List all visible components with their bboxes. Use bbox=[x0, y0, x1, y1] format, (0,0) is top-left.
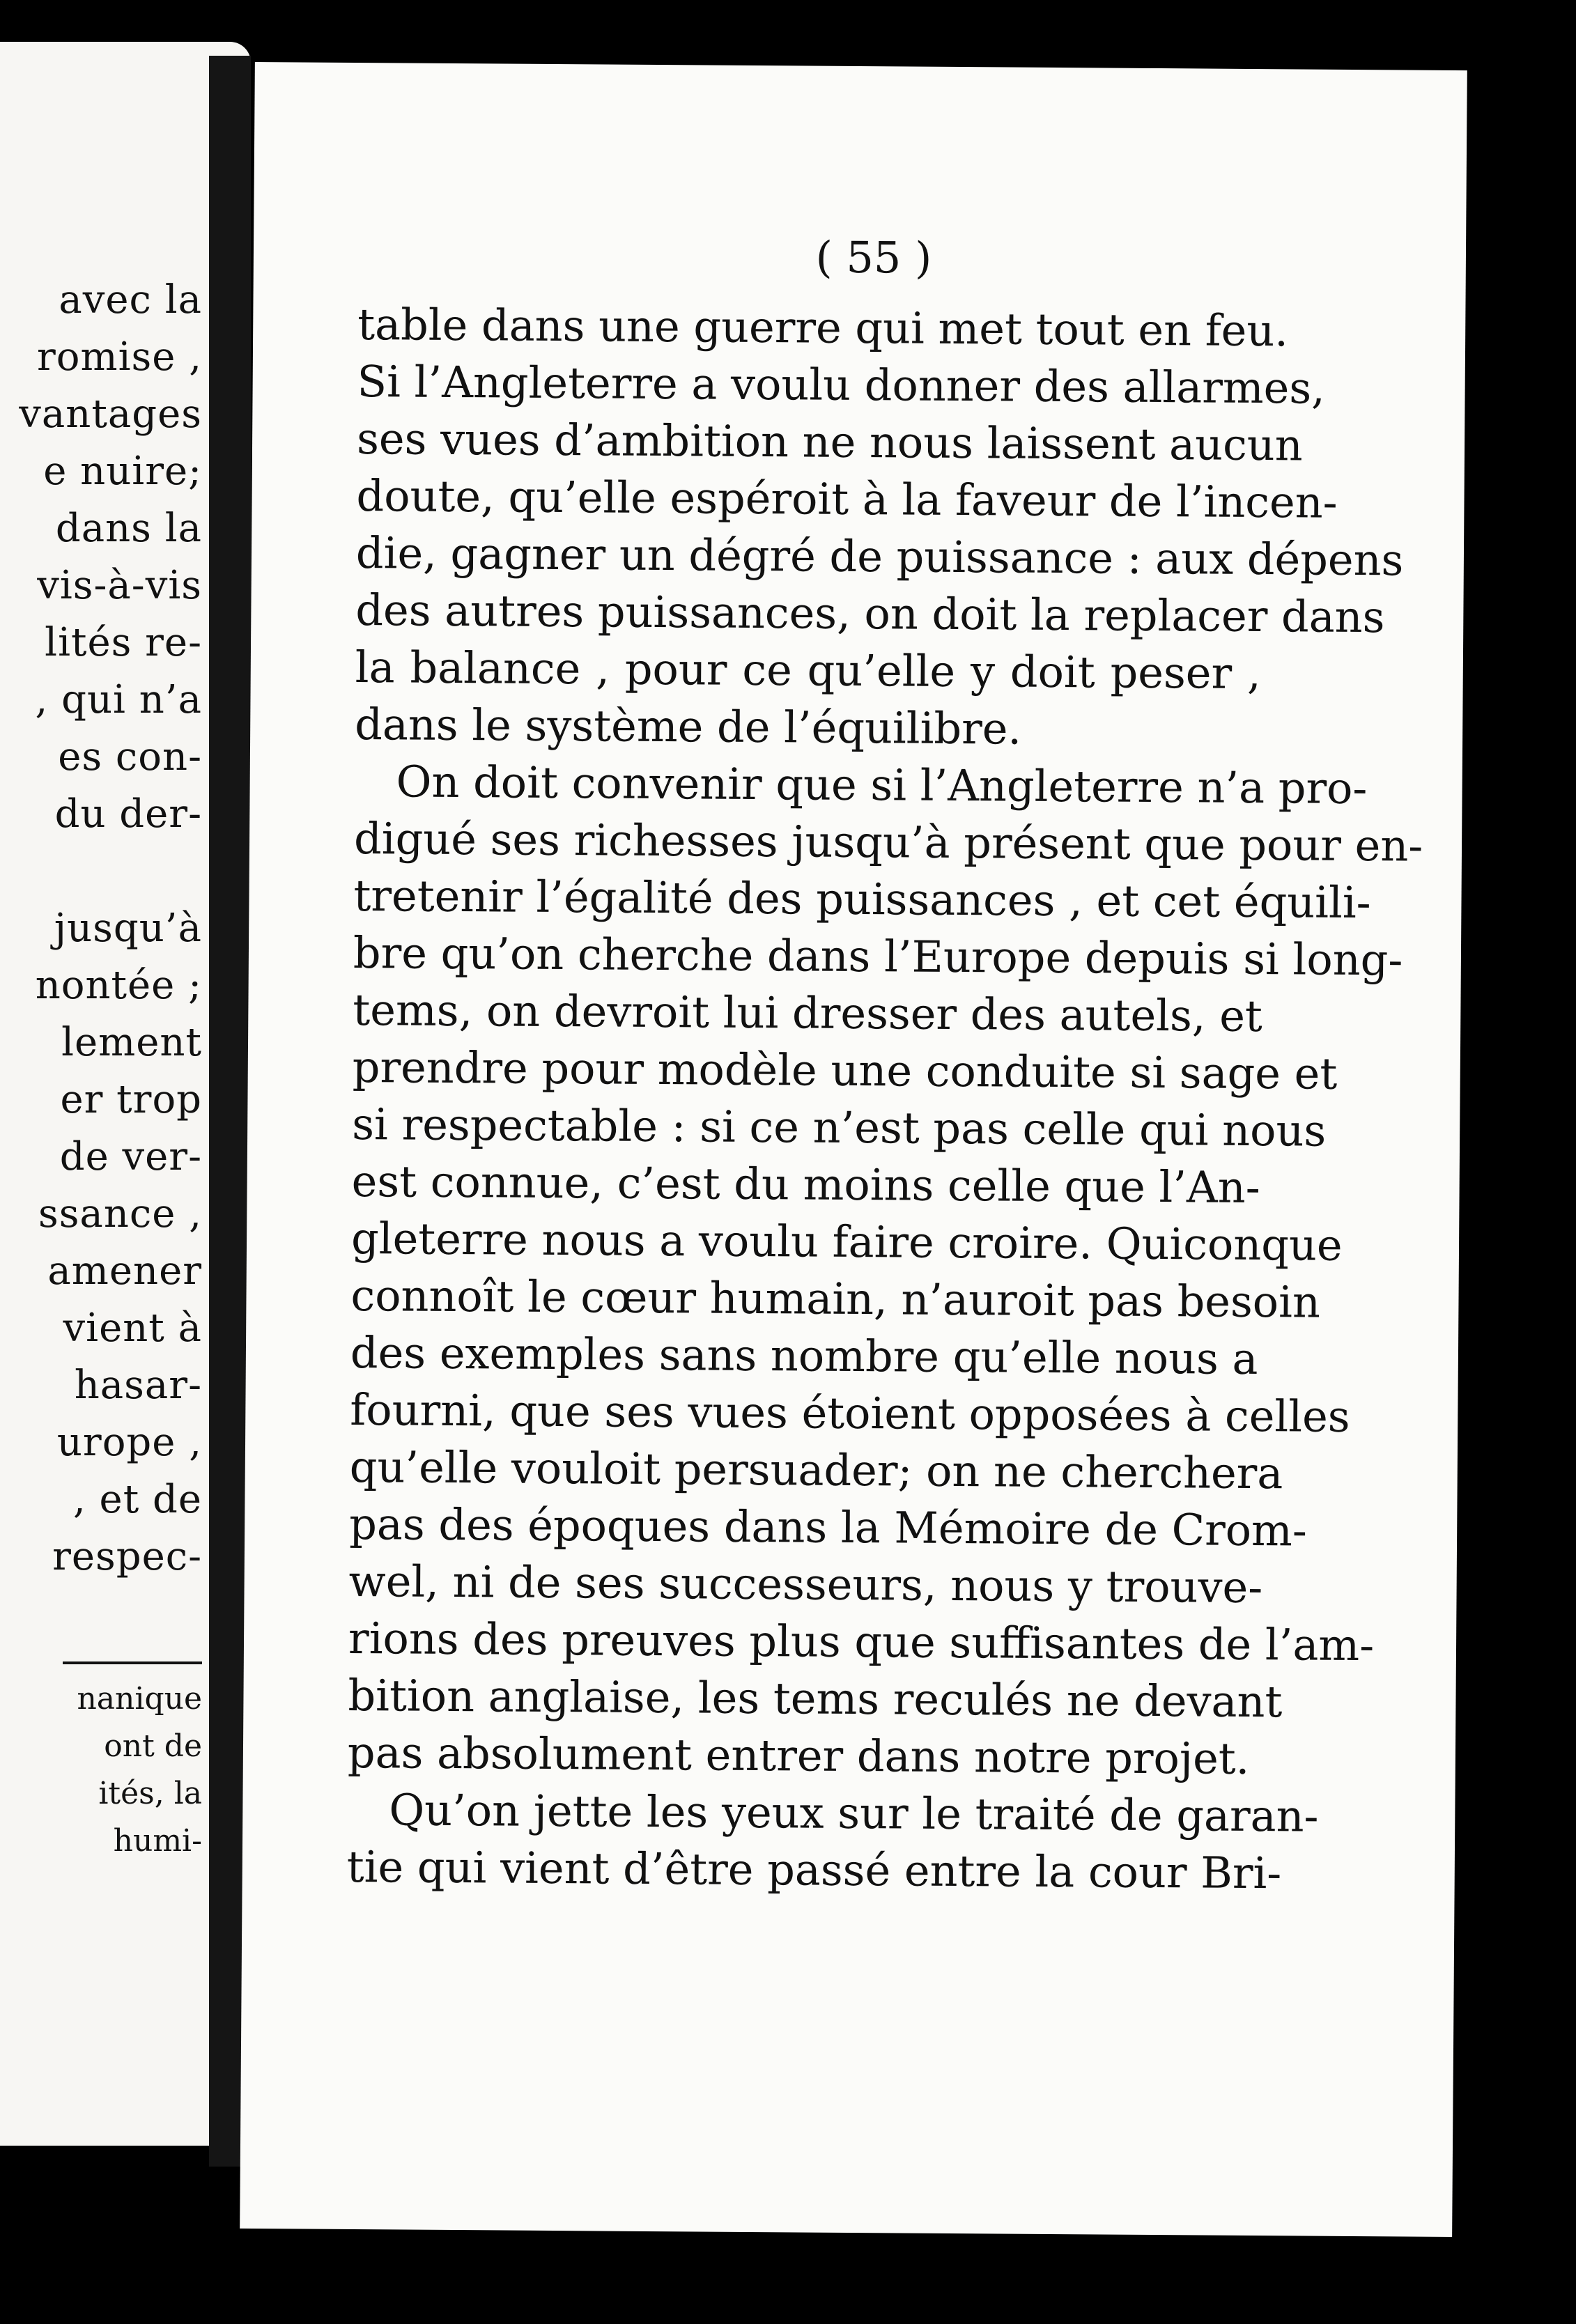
text-line: de ver- bbox=[59, 1134, 202, 1179]
text-line: vis-à-vis bbox=[37, 563, 202, 608]
text-line: wel, ni de ses successeurs, nous y trouve- bbox=[348, 1555, 1263, 1613]
text-line: die, gagner un dégré de puissance : aux dépens bbox=[355, 527, 1404, 586]
text-line: la balance , pour ce qu’elle y doit peser , bbox=[355, 641, 1262, 699]
text-line: avec la bbox=[59, 277, 202, 323]
text-line: romise , bbox=[37, 334, 202, 380]
text-line: tems, on devroit lui dresser des autels, et bbox=[353, 984, 1263, 1042]
text-line: pas des époques dans la Mémoire de Crom- bbox=[348, 1498, 1308, 1556]
text-line: nontée ; bbox=[35, 963, 202, 1008]
footnote-line: ont de bbox=[104, 1728, 202, 1764]
text-line: ses vues d’ambition ne nous laissent aucun bbox=[356, 412, 1303, 471]
page-number: ( 55 ) bbox=[815, 231, 932, 284]
text-line: lement bbox=[61, 1020, 202, 1065]
text-line: si respectable : si ce n’est pas celle qui nous bbox=[351, 1098, 1327, 1156]
text-line: amener bbox=[47, 1248, 202, 1294]
text-line: du der- bbox=[54, 791, 202, 837]
text-line: es con- bbox=[58, 734, 202, 780]
text-line bbox=[19, 843, 202, 900]
text-line: des exemples sans nombre qu’elle nous a bbox=[350, 1326, 1258, 1385]
footnote-rule bbox=[63, 1661, 202, 1664]
text-line: digué ses richesses jusqu’à présent que pour en- bbox=[353, 812, 1423, 872]
text-line: rions des preuves plus que suffisantes de l’am- bbox=[348, 1612, 1375, 1671]
text-line: vient à bbox=[63, 1306, 202, 1351]
text-line: , qui n’a bbox=[35, 677, 202, 722]
text-line: bre qu’on cherche dans l’Europe depuis si long- bbox=[353, 927, 1403, 986]
text-line: ssance , bbox=[38, 1191, 202, 1237]
text-line: On doit convenir que si l’Angleterre n’a pro- bbox=[396, 756, 1368, 814]
text-line: tretenir l’égalité des puissances , et cet équili- bbox=[353, 869, 1371, 929]
right-page bbox=[240, 62, 1467, 2237]
body-text bbox=[346, 296, 1423, 1902]
text-line: respec- bbox=[52, 1534, 202, 1579]
text-line: e nuire; bbox=[43, 449, 202, 494]
text-line: table dans une guerre qui met tout en feu. bbox=[357, 299, 1289, 357]
text-line: tie qui vient d’être passé entre la cour Bri- bbox=[346, 1841, 1282, 1899]
text-line: qu’elle vouloit persuader; on ne cherchera bbox=[349, 1441, 1283, 1499]
text-line: vantages bbox=[19, 392, 202, 437]
text-line: urope , bbox=[56, 1420, 202, 1465]
text-line: pas absolument entrer dans notre projet. bbox=[347, 1726, 1250, 1784]
text-line: Qu’on jette les yeux sur le traité de garan- bbox=[389, 1784, 1319, 1842]
text-line: des autres puissances, on doit la replacer dans bbox=[355, 584, 1385, 643]
text-line: gleterre nous a voulu faire croire. Quiconque bbox=[350, 1212, 1343, 1271]
text-line: prendre pour modèle une conduite si sage et bbox=[352, 1041, 1338, 1099]
text-line: lités re- bbox=[45, 620, 202, 665]
footnote-line: humi- bbox=[113, 1823, 202, 1859]
text-line: est connue, c’est du moins celle que l’An- bbox=[351, 1155, 1260, 1214]
text-line: doute, qu’elle espéroit à la faveur de l’incen- bbox=[356, 470, 1338, 528]
footnote-line: ités, la bbox=[98, 1776, 202, 1811]
text-line: bition anglaise, les tems reculés ne devant bbox=[348, 1669, 1283, 1728]
text-line: connoît le cœur humain, n’auroit pas besoin bbox=[350, 1269, 1321, 1328]
left-page-text bbox=[19, 272, 202, 1586]
text-line: dans le système de l’équilibre. bbox=[354, 698, 1022, 754]
text-line: jusqu’à bbox=[54, 906, 202, 951]
text-line: , et de bbox=[72, 1477, 202, 1522]
text-line: fourni, que ses vues étoient opposées à celles bbox=[350, 1384, 1350, 1442]
footnote-line: nanique bbox=[77, 1681, 202, 1717]
text-line: Si l’Angleterre a voulu donner des allarmes, bbox=[357, 356, 1326, 414]
left-page-footnotes bbox=[77, 1675, 202, 1865]
text-line: hasar- bbox=[74, 1363, 202, 1408]
text-line: dans la bbox=[55, 506, 202, 551]
text-line: er trop bbox=[60, 1077, 202, 1122]
